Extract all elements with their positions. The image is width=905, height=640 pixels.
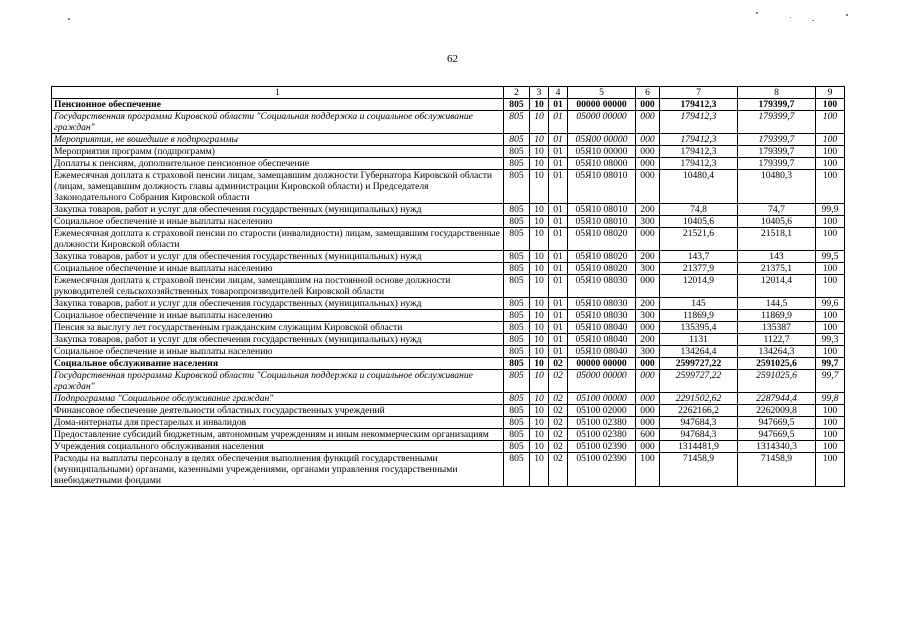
row-percent: 100 xyxy=(816,441,845,453)
budget-table xyxy=(51,86,845,487)
row-percent: 100 xyxy=(816,158,845,170)
row-subsection-code: 01 xyxy=(549,228,568,251)
row-actual-amount: 179399,7 xyxy=(738,158,816,170)
row-actual-amount: 2591025,6 xyxy=(738,358,816,370)
scan-speck xyxy=(846,14,848,16)
row-section-code: 10 xyxy=(530,417,549,429)
row-percent: 100 xyxy=(816,146,845,158)
row-percent: 100 xyxy=(816,111,845,134)
row-target-article: 05Я10 08010 xyxy=(568,216,636,228)
row-percent: 100 xyxy=(816,170,845,204)
row-ved-code: 805 xyxy=(504,429,530,441)
row-name: Ежемесячная доплата к страховой пенсии лицам, замещавшим на постоянной основе должности руководителей сельскохозяйственных товаропроизводителей Кировской области xyxy=(52,275,504,298)
column-number: 1 xyxy=(52,87,504,99)
table-row xyxy=(52,358,845,370)
row-section-code: 10 xyxy=(530,134,549,146)
column-number: 9 xyxy=(816,87,845,99)
row-planned-amount: 1131 xyxy=(660,334,738,346)
row-target-article: 05100 02380 xyxy=(568,417,636,429)
row-target-article: 05Я10 08040 xyxy=(568,334,636,346)
row-section-code: 10 xyxy=(530,405,549,417)
row-ved-code: 805 xyxy=(504,453,530,487)
scan-speck xyxy=(756,12,758,14)
table-row xyxy=(52,298,845,310)
table-row xyxy=(52,263,845,275)
row-name: Ежемесячная доплата к страховой пенсии лицам, замещавшим должности Губернатора Кировской области (лицам, замещавшим должность главы администрации Кировской области) и Председателя Законодательного Собрания Кировской области xyxy=(52,170,504,204)
row-planned-amount: 179412,3 xyxy=(660,111,738,134)
row-expense-type: 000 xyxy=(636,146,660,158)
row-actual-amount: 179399,7 xyxy=(738,111,816,134)
row-percent: 100 xyxy=(816,310,845,322)
row-name: Государственная программа Кировской области "Социальная поддержка и социальное обслуживание граждан" xyxy=(52,111,504,134)
row-subsection-code: 01 xyxy=(549,298,568,310)
row-actual-amount: 71458,9 xyxy=(738,453,816,487)
row-actual-amount: 21375,1 xyxy=(738,263,816,275)
column-number: 4 xyxy=(549,87,568,99)
row-planned-amount: 2599727,22 xyxy=(660,358,738,370)
row-target-article: 05Я10 08020 xyxy=(568,228,636,251)
row-actual-amount: 10405,6 xyxy=(738,216,816,228)
row-name: Пенсионное обеспечение xyxy=(52,99,504,111)
row-expense-type: 200 xyxy=(636,298,660,310)
row-target-article: 05Я10 08030 xyxy=(568,275,636,298)
row-expense-type: 000 xyxy=(636,99,660,111)
row-target-article: 05Я10 00000 xyxy=(568,146,636,158)
row-percent: 100 xyxy=(816,263,845,275)
row-planned-amount: 21377,9 xyxy=(660,263,738,275)
row-section-code: 10 xyxy=(530,251,549,263)
row-expense-type: 300 xyxy=(636,216,660,228)
row-expense-type: 000 xyxy=(636,111,660,134)
row-name: Пенсия за выслугу лет государственным гражданским служащим Кировской области xyxy=(52,322,504,334)
table-row xyxy=(52,417,845,429)
row-name: Государственная программа Кировской области "Социальная поддержка и социальное обслуживание граждан" xyxy=(52,370,504,393)
row-section-code: 10 xyxy=(530,429,549,441)
row-subsection-code: 02 xyxy=(549,441,568,453)
row-actual-amount: 135387 xyxy=(738,322,816,334)
row-percent: 100 xyxy=(816,429,845,441)
row-actual-amount: 179399,7 xyxy=(738,134,816,146)
row-actual-amount: 21518,1 xyxy=(738,228,816,251)
row-ved-code: 805 xyxy=(504,251,530,263)
column-number: 2 xyxy=(504,87,530,99)
row-target-article: 00000 00000 xyxy=(568,358,636,370)
row-section-code: 10 xyxy=(530,204,549,216)
row-subsection-code: 02 xyxy=(549,370,568,393)
row-percent: 99,6 xyxy=(816,298,845,310)
row-section-code: 10 xyxy=(530,310,549,322)
row-expense-type: 000 xyxy=(636,275,660,298)
row-name: Социальное обслуживание населения xyxy=(52,358,504,370)
row-target-article: 05000 00000 xyxy=(568,111,636,134)
row-subsection-code: 01 xyxy=(549,111,568,134)
row-actual-amount: 144,5 xyxy=(738,298,816,310)
row-expense-type: 600 xyxy=(636,429,660,441)
row-section-code: 10 xyxy=(530,99,549,111)
row-ved-code: 805 xyxy=(504,99,530,111)
row-ved-code: 805 xyxy=(504,146,530,158)
row-section-code: 10 xyxy=(530,170,549,204)
row-section-code: 10 xyxy=(530,158,549,170)
row-section-code: 10 xyxy=(530,322,549,334)
row-name: Социальное обеспечение и иные выплаты населению xyxy=(52,263,504,275)
row-name: Мероприятия программ (подпрограмм) xyxy=(52,146,504,158)
row-section-code: 10 xyxy=(530,111,549,134)
table-row xyxy=(52,334,845,346)
row-section-code: 10 xyxy=(530,453,549,487)
row-percent: 99,9 xyxy=(816,204,845,216)
row-target-article: 05Я10 08040 xyxy=(568,322,636,334)
row-section-code: 10 xyxy=(530,216,549,228)
row-percent: 100 xyxy=(816,346,845,358)
row-ved-code: 805 xyxy=(504,393,530,405)
table-row xyxy=(52,204,845,216)
row-expense-type: 300 xyxy=(636,310,660,322)
scan-speck xyxy=(812,20,814,21)
row-ved-code: 805 xyxy=(504,358,530,370)
table-row xyxy=(52,99,845,111)
table-row xyxy=(52,322,845,334)
row-actual-amount: 74,7 xyxy=(738,204,816,216)
row-percent: 99,7 xyxy=(816,358,845,370)
row-name: Доплаты к пенсиям, дополнительное пенсионное обеспечение xyxy=(52,158,504,170)
row-ved-code: 805 xyxy=(504,216,530,228)
row-target-article: 05Я10 08040 xyxy=(568,346,636,358)
row-expense-type: 000 xyxy=(636,393,660,405)
table-row xyxy=(52,405,845,417)
row-actual-amount: 2287944,4 xyxy=(738,393,816,405)
row-target-article: 05Я10 08010 xyxy=(568,170,636,204)
row-ved-code: 805 xyxy=(504,134,530,146)
row-planned-amount: 1314481,9 xyxy=(660,441,738,453)
row-subsection-code: 01 xyxy=(549,263,568,275)
row-percent: 100 xyxy=(816,453,845,487)
row-subsection-code: 02 xyxy=(549,429,568,441)
row-actual-amount: 10480,3 xyxy=(738,170,816,204)
row-expense-type: 000 xyxy=(636,170,660,204)
header-row xyxy=(52,87,845,99)
row-ved-code: 805 xyxy=(504,322,530,334)
row-expense-type: 000 xyxy=(636,322,660,334)
row-actual-amount: 11869,9 xyxy=(738,310,816,322)
column-number: 3 xyxy=(530,87,549,99)
row-percent: 99,7 xyxy=(816,370,845,393)
table-row xyxy=(52,370,845,393)
row-actual-amount: 12014,4 xyxy=(738,275,816,298)
row-planned-amount: 2291502,62 xyxy=(660,393,738,405)
row-planned-amount: 12014,9 xyxy=(660,275,738,298)
row-target-article: 05Я00 00000 xyxy=(568,134,636,146)
table-row xyxy=(52,453,845,487)
row-percent: 100 xyxy=(816,417,845,429)
row-planned-amount: 947684,3 xyxy=(660,429,738,441)
scan-speck xyxy=(790,17,791,18)
table-row xyxy=(52,441,845,453)
row-expense-type: 000 xyxy=(636,158,660,170)
row-subsection-code: 02 xyxy=(549,453,568,487)
row-ved-code: 805 xyxy=(504,417,530,429)
row-ved-code: 805 xyxy=(504,263,530,275)
row-actual-amount: 1314340,3 xyxy=(738,441,816,453)
row-target-article: 05Я10 08030 xyxy=(568,298,636,310)
row-planned-amount: 71458,9 xyxy=(660,453,738,487)
row-name: Закупка товаров, работ и услуг для обеспечения государственных (муниципальных) нужд xyxy=(52,204,504,216)
row-section-code: 10 xyxy=(530,393,549,405)
row-planned-amount: 145 xyxy=(660,298,738,310)
row-percent: 100 xyxy=(816,322,845,334)
row-name: Закупка товаров, работ и услуг для обеспечения государственных (муниципальных) нужд xyxy=(52,298,504,310)
row-planned-amount: 179412,3 xyxy=(660,134,738,146)
row-planned-amount: 21521,6 xyxy=(660,228,738,251)
row-name: Ежемесячная доплата к страховой пенсии по старости (инвалидности) лицам, замещавшим государственные должности Кировской области xyxy=(52,228,504,251)
row-expense-type: 100 xyxy=(636,453,660,487)
row-target-article: 05100 02380 xyxy=(568,429,636,441)
row-name: Дома-интернаты для престарелых и инвалидов xyxy=(52,417,504,429)
row-subsection-code: 01 xyxy=(549,99,568,111)
row-ved-code: 805 xyxy=(504,111,530,134)
row-name: Финансовое обеспечение деятельности областных государственных учреждений xyxy=(52,405,504,417)
row-subsection-code: 02 xyxy=(549,358,568,370)
row-subsection-code: 01 xyxy=(549,170,568,204)
page-number: 62 xyxy=(447,53,458,65)
table-row xyxy=(52,216,845,228)
row-subsection-code: 01 xyxy=(549,216,568,228)
table-row xyxy=(52,251,845,263)
row-planned-amount: 947684,3 xyxy=(660,417,738,429)
row-ved-code: 805 xyxy=(504,310,530,322)
row-target-article: 05Я10 08020 xyxy=(568,251,636,263)
row-subsection-code: 02 xyxy=(549,393,568,405)
row-planned-amount: 143,7 xyxy=(660,251,738,263)
table-row xyxy=(52,170,845,204)
row-actual-amount: 179399,7 xyxy=(738,99,816,111)
row-expense-type: 300 xyxy=(636,346,660,358)
row-subsection-code: 01 xyxy=(549,146,568,158)
row-expense-type: 000 xyxy=(636,358,660,370)
row-subsection-code: 01 xyxy=(549,251,568,263)
row-target-article: 00000 00000 xyxy=(568,99,636,111)
table-row xyxy=(52,275,845,298)
table-row xyxy=(52,310,845,322)
column-number: 5 xyxy=(568,87,636,99)
row-name: Социальное обеспечение и иные выплаты населению xyxy=(52,216,504,228)
row-name: Социальное обеспечение и иные выплаты населению xyxy=(52,346,504,358)
row-planned-amount: 10405,6 xyxy=(660,216,738,228)
row-ved-code: 805 xyxy=(504,405,530,417)
row-percent: 100 xyxy=(816,99,845,111)
row-section-code: 10 xyxy=(530,334,549,346)
column-number: 6 xyxy=(636,87,660,99)
row-expense-type: 000 xyxy=(636,228,660,251)
row-expense-type: 300 xyxy=(636,263,660,275)
scan-speck xyxy=(68,18,70,20)
row-expense-type: 200 xyxy=(636,251,660,263)
row-name: Закупка товаров, работ и услуг для обеспечения государственных (муниципальных) нужд xyxy=(52,334,504,346)
row-name: Мероприятия, не вошедшие в подпрограммы xyxy=(52,134,504,146)
row-name: Расходы на выплаты персоналу в целях обеспечения выполнения функций государственными (муниципальными) органами, казенными учреждениями, органами управления государственными внебюджетными фондами xyxy=(52,453,504,487)
row-section-code: 10 xyxy=(530,275,549,298)
table-row xyxy=(52,228,845,251)
table-row xyxy=(52,346,845,358)
row-percent: 100 xyxy=(816,228,845,251)
row-subsection-code: 01 xyxy=(549,310,568,322)
row-target-article: 05Я10 08030 xyxy=(568,310,636,322)
table-row xyxy=(52,134,845,146)
row-section-code: 10 xyxy=(530,346,549,358)
row-target-article: 05100 02390 xyxy=(568,441,636,453)
row-actual-amount: 143 xyxy=(738,251,816,263)
row-ved-code: 805 xyxy=(504,275,530,298)
row-target-article: 05000 00000 xyxy=(568,370,636,393)
row-planned-amount: 179412,3 xyxy=(660,158,738,170)
row-ved-code: 805 xyxy=(504,228,530,251)
table-row xyxy=(52,111,845,134)
row-ved-code: 805 xyxy=(504,441,530,453)
row-planned-amount: 74,8 xyxy=(660,204,738,216)
row-subsection-code: 01 xyxy=(549,134,568,146)
row-target-article: 05100 00000 xyxy=(568,393,636,405)
row-section-code: 10 xyxy=(530,228,549,251)
row-actual-amount: 2262009,8 xyxy=(738,405,816,417)
row-expense-type: 000 xyxy=(636,405,660,417)
row-actual-amount: 134264,3 xyxy=(738,346,816,358)
row-planned-amount: 179412,3 xyxy=(660,146,738,158)
row-ved-code: 805 xyxy=(504,346,530,358)
row-section-code: 10 xyxy=(530,263,549,275)
row-percent: 100 xyxy=(816,275,845,298)
row-expense-type: 200 xyxy=(636,334,660,346)
row-percent: 100 xyxy=(816,405,845,417)
table-row xyxy=(52,146,845,158)
row-ved-code: 805 xyxy=(504,370,530,393)
row-planned-amount: 2262166,2 xyxy=(660,405,738,417)
row-name: Предоставление субсидий бюджетным, автономным учреждениям и иным некоммерческим организациям xyxy=(52,429,504,441)
row-expense-type: 000 xyxy=(636,370,660,393)
row-percent: 99,8 xyxy=(816,393,845,405)
row-subsection-code: 01 xyxy=(549,346,568,358)
row-subsection-code: 01 xyxy=(549,158,568,170)
row-target-article: 05Я10 08020 xyxy=(568,263,636,275)
row-expense-type: 000 xyxy=(636,417,660,429)
row-section-code: 10 xyxy=(530,441,549,453)
row-actual-amount: 2591025,6 xyxy=(738,370,816,393)
row-subsection-code: 01 xyxy=(549,322,568,334)
row-actual-amount: 947669,5 xyxy=(738,417,816,429)
row-ved-code: 805 xyxy=(504,158,530,170)
row-expense-type: 000 xyxy=(636,134,660,146)
row-subsection-code: 01 xyxy=(549,334,568,346)
row-ved-code: 805 xyxy=(504,334,530,346)
row-subsection-code: 01 xyxy=(549,275,568,298)
row-actual-amount: 947669,5 xyxy=(738,429,816,441)
row-planned-amount: 179412,3 xyxy=(660,99,738,111)
table-row xyxy=(52,429,845,441)
row-subsection-code: 01 xyxy=(549,204,568,216)
row-percent: 100 xyxy=(816,216,845,228)
row-expense-type: 200 xyxy=(636,204,660,216)
row-section-code: 10 xyxy=(530,358,549,370)
row-actual-amount: 179399,7 xyxy=(738,146,816,158)
row-percent: 100 xyxy=(816,134,845,146)
table-row xyxy=(52,393,845,405)
row-expense-type: 000 xyxy=(636,441,660,453)
row-target-article: 05Я10 08010 xyxy=(568,204,636,216)
row-target-article: 05100 02390 xyxy=(568,453,636,487)
row-planned-amount: 134264,4 xyxy=(660,346,738,358)
row-subsection-code: 02 xyxy=(549,405,568,417)
table-row xyxy=(52,158,845,170)
row-planned-amount: 2599727,22 xyxy=(660,370,738,393)
row-planned-amount: 10480,4 xyxy=(660,170,738,204)
row-percent: 99,5 xyxy=(816,251,845,263)
row-section-code: 10 xyxy=(530,298,549,310)
row-planned-amount: 11869,9 xyxy=(660,310,738,322)
row-target-article: 05100 02000 xyxy=(568,405,636,417)
row-ved-code: 805 xyxy=(504,170,530,204)
row-percent: 99,3 xyxy=(816,334,845,346)
row-name: Подпрограмма "Социальное обслуживание граждан" xyxy=(52,393,504,405)
row-section-code: 10 xyxy=(530,370,549,393)
row-ved-code: 805 xyxy=(504,298,530,310)
row-actual-amount: 1122,7 xyxy=(738,334,816,346)
row-planned-amount: 135395,4 xyxy=(660,322,738,334)
row-ved-code: 805 xyxy=(504,204,530,216)
column-number: 7 xyxy=(660,87,738,99)
row-name: Учреждения социального обслуживания населения xyxy=(52,441,504,453)
row-subsection-code: 02 xyxy=(549,417,568,429)
row-section-code: 10 xyxy=(530,146,549,158)
column-number: 8 xyxy=(738,87,816,99)
row-name: Социальное обеспечение и иные выплаты населению xyxy=(52,310,504,322)
row-name: Закупка товаров, работ и услуг для обеспечения государственных (муниципальных) нужд xyxy=(52,251,504,263)
row-target-article: 05Я10 08000 xyxy=(568,158,636,170)
